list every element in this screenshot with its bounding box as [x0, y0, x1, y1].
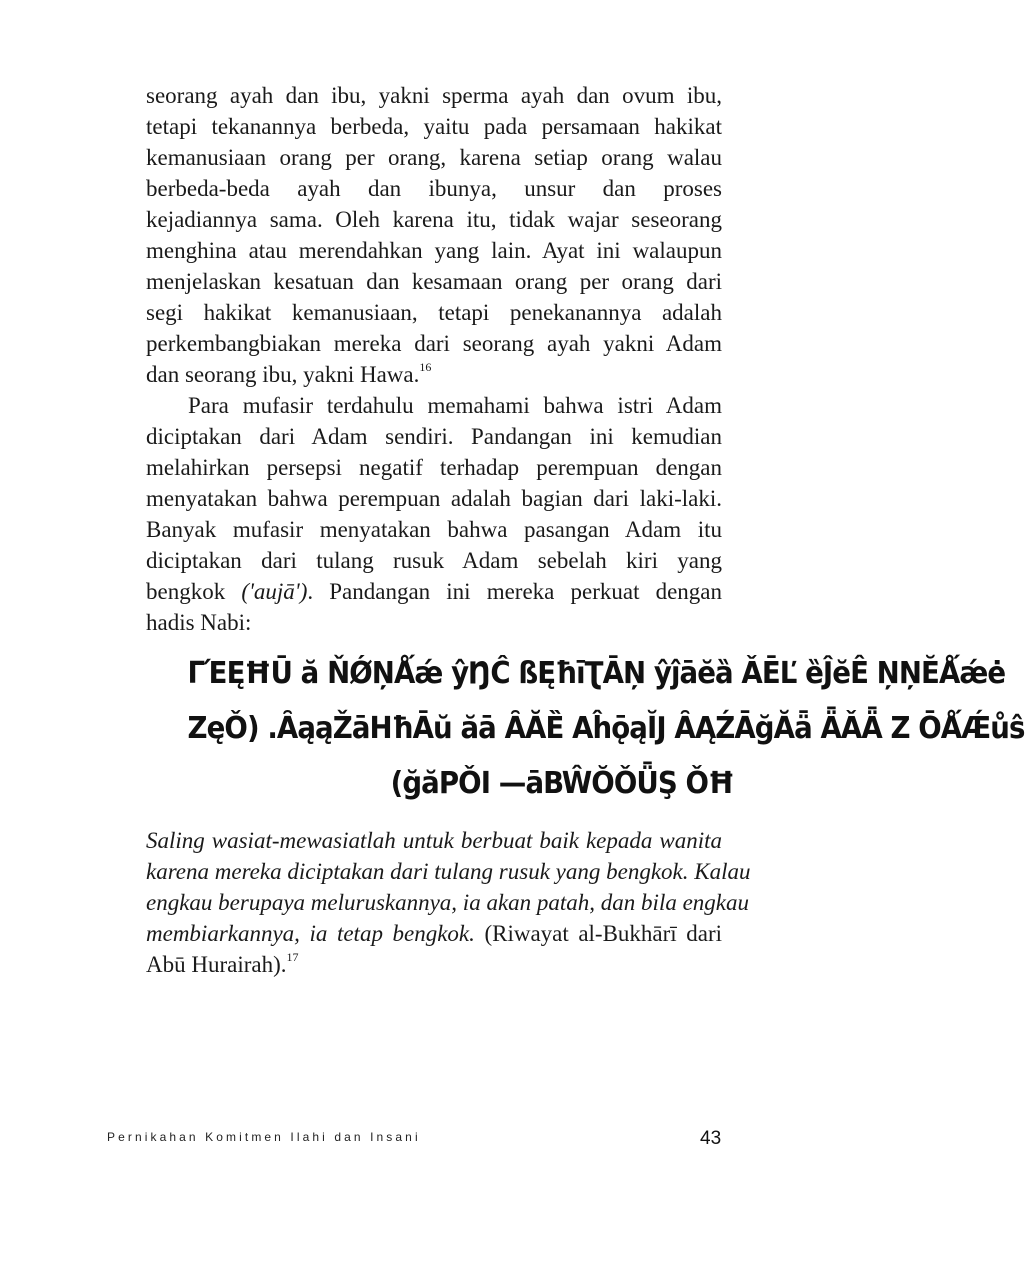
paragraph-1-line: kemanusiaan orang per orang, karena setiap orang walau [146, 145, 722, 170]
footnote-ref-16: 16 [419, 360, 432, 375]
translation-last-line [146, 949, 722, 980]
translation-line: karena mereka diciptakan dari tulang rusuk yang bengkok. Kalau [146, 859, 751, 884]
paragraph-1-line: seorang ayah dan ibu, yakni sperma ayah dan ovum ibu, [146, 83, 722, 108]
paragraph-1-line: menjelaskan kesatuan dan kesamaan orang per orang dari [146, 269, 722, 294]
translation-line-4 [146, 918, 722, 949]
paragraph-1-line: segi hakikat kemanusiaan, tetapi penekanannya adalah [146, 300, 722, 325]
line-7-end: . Pandangan ini mereka perkuat dengan [307, 579, 722, 604]
paragraph-2-line: Para mufasir terdahulu memahami bahwa istri Adam [188, 393, 722, 418]
page-number: 43 [700, 1128, 722, 1149]
paragraph-2-line-7 [146, 576, 722, 607]
paragraph-1-line: perkembangbiakan mereka dari seorang ayah yakni Adam [146, 331, 722, 356]
translation-source: (Riwayat al-Bukhārī dari [474, 921, 722, 946]
arabic-line: ΓΈĘĦŪ ă ŇǾŅǺǽ ŷŊĈ ßĘħīƮĀŅ ŷĵāĕȁ ǍĒĽ ȅĴĕÊ ŅŅĔǺǽė [187, 656, 1006, 691]
line-7-italic-term: ('aujā') [241, 579, 308, 604]
paragraph-2-line: Banyak mufasir menyatakan bahwa pasangan Adam itu [146, 517, 722, 542]
hadith-translation [146, 825, 751, 980]
paragraph-1-line: berbeda-beda ayah dan ibunya, unsur dan proses [146, 176, 722, 201]
paragraph-2-last-line: hadis Nabi: [146, 610, 252, 635]
paragraph-2-line: melahirkan persepsi negatif terhadap perempuan dengan [146, 455, 722, 480]
arabic-hadith-block [140, 646, 1025, 811]
paragraph-2-line: menyatakan bahwa perempuan adalah bagian dari laki-laki. [146, 486, 722, 511]
translation-last-text: Abū Hurairah). [146, 952, 287, 977]
paragraph-2-line: diciptakan dari tulang rusuk Adam sebelah kiri yang [146, 548, 722, 573]
line-7-start: bengkok [146, 579, 242, 604]
translation-line: engkau berupaya meluruskannya, ia akan patah, dan bila engkau [146, 890, 749, 915]
paragraph-1-line: kejadiannya sama. Oleh karena itu, tidak wajar seseorang [146, 207, 722, 232]
translation-line: Saling wasiat-mewasiatlah untuk berbuat baik kepada wanita [146, 828, 722, 853]
paragraph-1-line: menghina atau merendahkan yang lain. Ayat ini walaupun [146, 238, 722, 263]
paragraph-2-line: diciptakan dari Adam sendiri. Pandangan ini kemudian [146, 424, 722, 449]
running-footer-title: Pernikahan Komitmen Ilahi dan Insani [107, 1130, 421, 1144]
paragraph-1-last-text: dan seorang ibu, yakni Hawa. [146, 362, 420, 387]
arabic-line: ZęǑ) .ȂąąŽāHħĀŭ ăā ȂĂȄ AĥǭąĬJ ȂĄŹĀğĂǟ ǞǍǞ Z ŌǺǼůŝ [187, 711, 1025, 746]
footnote-ref-17: 17 [286, 950, 299, 965]
paragraph-1-last-line [146, 359, 722, 390]
arabic-line: (ğăPǑI —āBŴŎǑǕŞ ǑĦ [390, 766, 734, 801]
paragraph-1 [146, 80, 722, 390]
paragraph-2 [146, 390, 722, 638]
translation-line-4-italic: membiarkannya, ia tetap bengkok. [146, 921, 475, 946]
paragraph-1-line: tetapi tekanannya berbeda, yaitu pada persamaan hakikat [146, 114, 722, 139]
